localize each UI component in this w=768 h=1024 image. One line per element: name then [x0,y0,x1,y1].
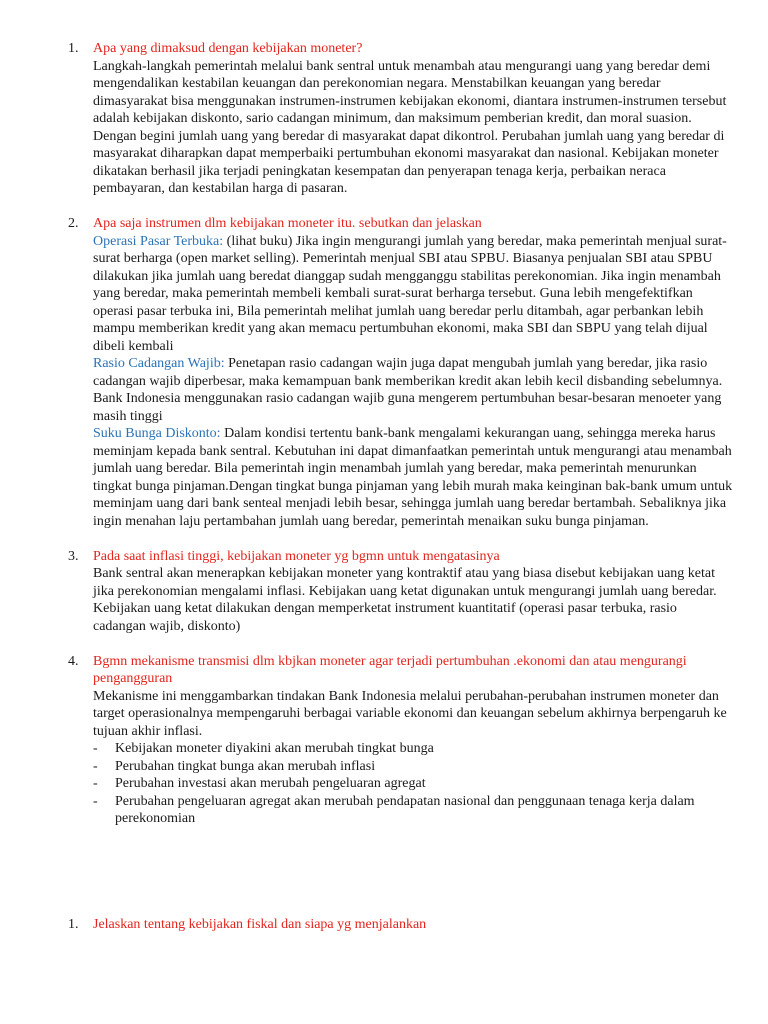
section-label: Operasi Pasar Terbuka: [93,233,224,249]
item-number: 3. [68,548,79,564]
section-text: (lihat buku) Jika ingin mengurangi jumlah yang beredar, maka pemerintah menjual surat-surat berharga (open market selling). Pemerintah menjual SBI atau SPBU. Biasanya penjualan SBI atau SPBU dilakukan jika jumlah uang beredat dianggap sudah mengganggu stabilitas perekonomian. Jika ingin menambah yang beredar, maka pemerintah membeli kembali surat-surat berharga tersebut. Guna lebih mengefektifkan operasi pasar terbuka ini, Bila pemerintah melihat jumlah uang beredar perlu ditambah, agar perbankan lebih mampu memberikan kredit yang akan memacu pertumbuhan ekonomi, maka SBI dan SBPU yang telah dijual dibeli kembali [93,233,727,354]
section-text: Penetapan rasio cadangan wajin juga dapat mengubah jumlah yang beredar, jika rasio cadangan wajib diperbesar, maka kemampuan bank memberikan kredit akan lebih kecil disbanding sebelumnya. Bank Indonesia menggunakan rasio cadangan wajib guna mengerem pertumbuhan besar-besaran menoeter yang masih tinggi [93,356,723,424]
item-number: 4. [68,653,79,669]
list-item: - Perubahan investasi akan merubah pengeluaran agregat [93,776,426,791]
section-text: Dalam kondisi tertentu bank-bank mengalami kekurangan uang, sehingga mereka harus meminjam kepada bank sentral. Kebutuhan ini dapat dimanfaatkan pemerintah untuk mengurangi atau menambah jumlah uang beredar. Bila pemerintah ingin menambah jumlah yang beredar, maka pemerintah menurunkan tingkat bunga pinjaman.Dengan tingkat bunga pinjaman yang lebih murah maka keinginan bak-bank umum untuk meminjam uang dari bank senteal menjadi lebih besar, sehingga jumlah uang beredar bertambah. Sebaliknya jika ingin menahan laju pertambahan jumlah uang beredar, pemerintah menaikan suku bunga pinjaman. [93,426,733,529]
question-text: Bgmn mekanisme transmisi dlm kbjkan moneter agar terjadi pertumbuhan .ekonomi dan atau mengurangi pengangguran [93,653,687,686]
qa-item-fiscal [0,916,768,934]
item-number: 2. [68,216,79,231]
item-number: 1. [68,41,79,56]
bullet-dash: - [93,758,98,774]
question-text: Apa yang dimaksud dengan kebijakan moneter? [93,41,363,56]
section-label: Suku Bunga Diskonto: [93,426,221,441]
list-item: - Perubahan tingkat bunga akan merubah inflasi [93,758,376,774]
qa-item-1 [0,40,768,198]
answer-text: Bank sentral akan menerapkan kebijakan moneter yang kontraktif atau yang biasa disebut kebijakan uang ketat jika perekonomian mengalami inflasi. Kebijakan uang ketat digunakan untuk mengurangi jumlah uang beredar. Kebijakan uang ketat dilakukan dengan memperketat instrument kuantitatif (operasi pasar terbuka, rasio cadangan wajib, diskonto) [93,566,717,634]
qa-item-3 [0,548,768,636]
bullet-list [93,740,733,828]
qa-item-4 [0,653,768,828]
answer-text: Langkah-langkah pemerintah melalui bank sentral untuk menambah atau mengurangi uang yang beredar demi mengendalikan kestabilan keuangan dan perekonomian negara. Menstabilkan keuangan yang beredar dimasyarakat bisa menggunakan instrumen-instrumen kebijakan ekonomi, diantara instrumen-instrumen tersebut adalah kebijakan diskonto, sario cadangan minimum, dan maksimum pemberian kredit, dan moral suasion. Dengan begini jumlah uang yang beredar di masyarakat dapat dikontrol. Perubahan jumlah uang yang beredar di masyarakat diharapkan dapat memperbaiki pertumbuhan ekonomi masyarakat dan nasional. Kebijakan moneter dikatakan berhasil jika terjadi peningkatan kesempatan dan penyerapan tenaga kerja, perbaikan neraca pembayaran, dan kestabilan harga di pasaran. [93,58,727,196]
qa-item-2 [0,215,768,530]
list-item: - Perubahan pengeluaran agregat akan merubah pendapatan nasional dan penggunaan tenaga kerja dalam perekonomian [93,793,695,826]
instrument-section-reserve-ratio [93,355,733,425]
instrument-section-open-market [93,233,733,356]
bullet-dash: - [93,776,98,791]
question-text: Jelaskan tentang kebijakan fiskal dan siapa yg menjalankan [93,916,427,932]
bullet-dash: - [93,793,98,809]
list-item: - Kebijakan moneter diyakini akan merubah tingkat bunga [93,741,434,756]
question-text: Pada saat inflasi tinggi, kebijakan moneter yg bgmn untuk mengatasinya [93,548,500,564]
answer-text: Mekanisme ini menggambarkan tindakan Bank Indonesia melalui perubahan-perubahan instrumen moneter dan target operasionalnya mempengaruhi berbagai variable ekonomi dan keuangan sebelum akhirnya berpengaruh ke tujuan akhir inflasi. [93,688,727,739]
section-label: Rasio Cadangan Wajib: [93,356,225,371]
instrument-section-discount-rate [93,425,733,530]
item-number: 1. [68,916,79,932]
document-page [0,40,768,933]
question-text: Apa saja instrumen dlm kebijakan moneter itu. sebutkan dan jelaskan [93,216,482,231]
bullet-dash: - [93,741,98,756]
